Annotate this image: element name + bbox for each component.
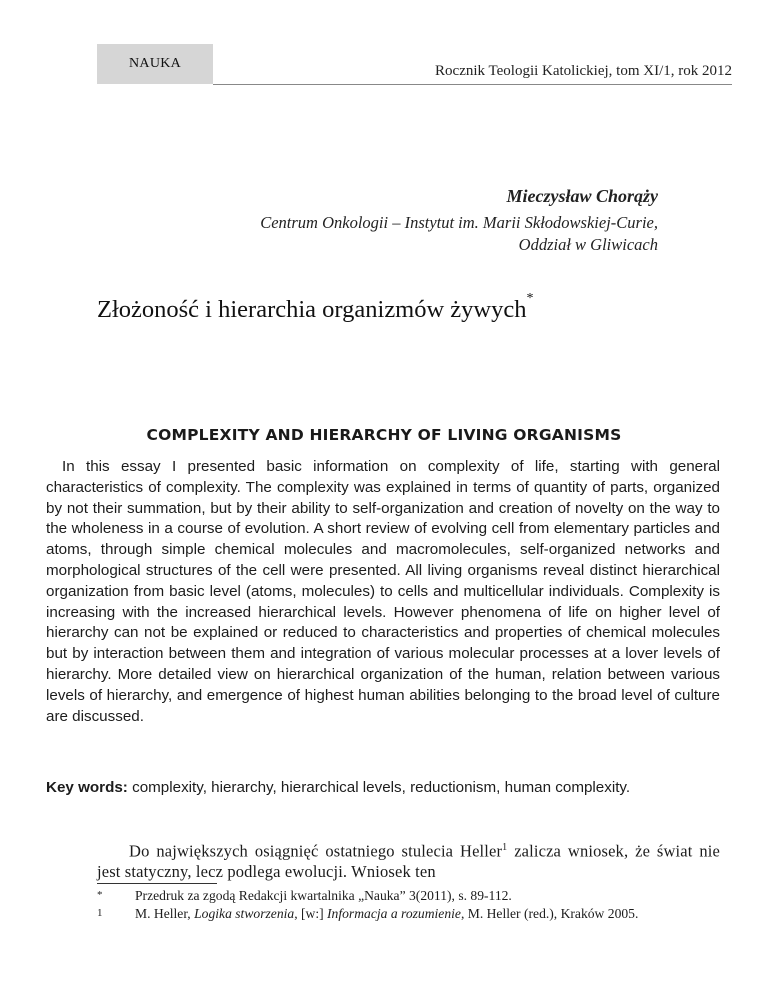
keywords xyxy=(46,778,720,799)
author-affiliation xyxy=(158,212,658,256)
title-footnote-mark: * xyxy=(526,290,534,306)
author-name: Mieczysław Chorąży xyxy=(506,186,658,206)
affiliation-line-1: Centrum Onkologii – Instytut im. Marii Skłodowskiej-Curie, xyxy=(260,213,658,232)
body-paragraph xyxy=(97,838,720,882)
footnote-divider xyxy=(97,883,217,884)
section-label xyxy=(97,44,213,84)
article-title xyxy=(97,290,534,324)
footnote-text: Przedruk za zgodą Redakcji kwartalnika „Nauka” 3(2011), s. 89-112. xyxy=(135,888,512,903)
body-text-rest: zalicza wniosek, że świat nie jest statyczny, lecz podlega ewolucji. Wniosek ten xyxy=(97,841,720,881)
body-text-start: Do największych osiągnięć ostatniego stulecia Heller xyxy=(129,841,503,861)
footnote-1 xyxy=(97,905,720,923)
footnote-work-title: Logika stworzenia xyxy=(194,905,295,921)
section-label-text: NAUKA xyxy=(129,56,182,71)
footnote-mark: 1 xyxy=(97,906,103,919)
footnote-in: , [w:] xyxy=(294,905,328,921)
footnotes xyxy=(97,887,720,922)
footnote-mark: * xyxy=(97,889,103,901)
footnote-ref-1[interactable]: 1 xyxy=(502,842,508,853)
article-title-text: Złożoność i hierarchia organizmów żywych xyxy=(97,296,527,323)
header-divider xyxy=(213,84,732,85)
footnote-star xyxy=(97,887,720,905)
footnote-publication: , M. Heller (red.), Kraków 2005. xyxy=(460,905,639,921)
abstract-text: In this essay I presented basic information on complexity of life, starting with general characteristics of complexity. The complexity was explained in terms of quantity of parts, organized by not their summation, but by their ability to self-organization and creation of novelty on the way to the wholeness in a course of evolution. A short review of evolving cell from elementary particles and atoms, through simple chemical molecules and macromolecules, self-organized networks and morphological structures of the cell were presented. All living organisms reveal distinct hierarchical organization from basic level (atoms, molecules) to cells and multicellular individuals. Complexity is increasing with the increased hierarchical levels. However phenomena of life on higher level of hierarchy can not be explained or reduced to characteristics and properties of chemical molecules but by interaction between them and integration of various molecular processes at a lover levels of hierarchy. More detailed view on hierarchical organization of the human, relation between various levels of hierarchy, and emergence of highest human abilities belonging to the broad level of culture are discussed. xyxy=(46,458,720,725)
journal-citation: Rocznik Teologii Katolickiej, tom XI/1, rok 2012 xyxy=(435,63,732,79)
footnote-text xyxy=(135,905,720,923)
keywords-list: complexity, hierarchy, hierarchical levels, reductionism, human complexity. xyxy=(132,779,631,796)
footnote-volume-title: Informacja a rozumienie xyxy=(327,905,461,921)
affiliation-line-2: Oddział w Gliwicach xyxy=(518,235,658,254)
keywords-label: Key words: xyxy=(46,779,128,796)
footnote-author: M. Heller, xyxy=(135,905,195,921)
abstract-title: COMPLEXITY AND HIERARCHY OF LIVING ORGANISMS xyxy=(146,426,622,444)
